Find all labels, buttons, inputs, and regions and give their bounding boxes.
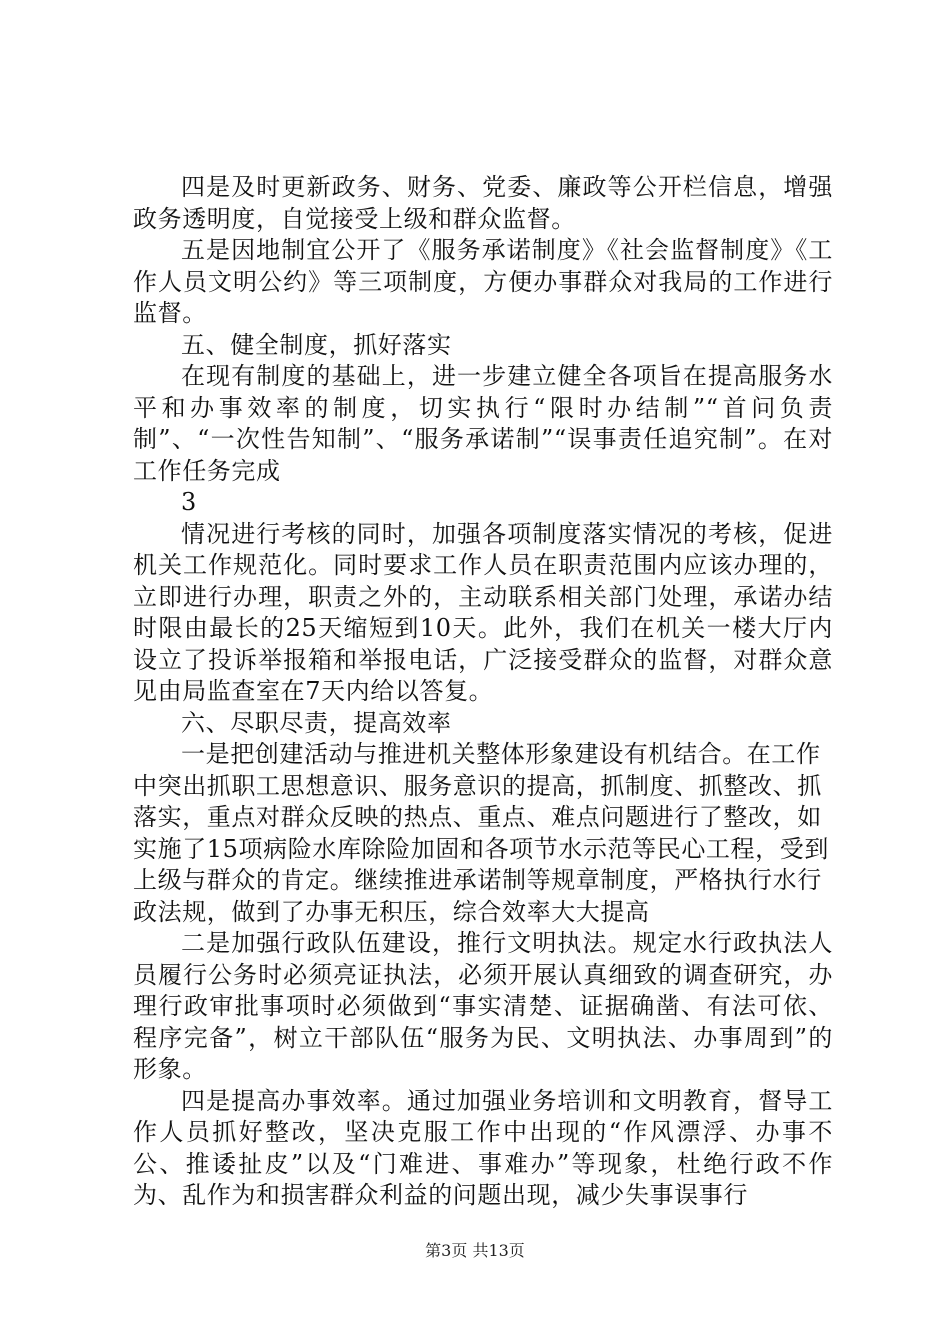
paragraph-image-building: 一是把创建活动与推进机关整体形象建设有机结合。在工作中突出抓职工思想意识、服务意识的提高，抓制度、抓整改、抓落实，重点对群众反映的热点、重点、难点问题进行了整改，如实施了15项病险水库除险加固和各项节水示范等民心工程，受到上级与群众的肯定。继续推进承诺制等规章制度，严格执行水行政法规，做到了办事无积压，综合效率大大提高: [133, 740, 829, 926]
page-footer: 第3页 共13页: [425, 1241, 525, 1260]
paragraph-efficiency: 四是提高办事效率。通过加强业务培训和文明教育，督导工作人员抓好整改，坚决克服工作中出现的“作风漂浮、办事不公、推诿扯皮”以及“门难进、事难办”等现象，杜绝行政不作为、乱作为和损害群众利益的问题出现，减少失事误事行: [133, 1086, 833, 1209]
section-heading-five: 五、健全制度，抓好落实: [181, 330, 452, 359]
document-body: [133, 172, 833, 1212]
paragraph-assessment: 情况进行考核的同时，加强各项制度落实情况的考核，促进机关工作规范化。同时要求工作人员在职责范围内应该办理的，立即进行办理，职责之外的，主动联系相关部门处理，承诺办结时限由最长的25天缩短到10天。此外，我们在机关一楼大厅内设立了投诉举报箱和举报电话，广泛接受群众的监督，对群众意见由局监查室在7天内给以答复。: [133, 519, 833, 705]
paragraph-system-building: 在现有制度的基础上，进一步建立健全各项旨在提高服务水平和办事效率的制度，切实执行“限时办结制”“首问负责制”、“一次性告知制”、“服务承诺制”“误事责任追究制”。在对工作任务完成: [133, 362, 833, 485]
paragraph-team-building: 二是加强行政队伍建设，推行文明执法。规定水行政执法人员履行公务时必须亮证执法，必须开展认真细致的调查研究，办理行政审批事项时必须做到“事实清楚、证据确凿、有法可依、程序完备”，树立干部队伍“服务为民、文明执法、办事周到”的形象。: [133, 929, 833, 1083]
paragraph-disclosure-update: 四是及时更新政务、财务、党委、廉政等公开栏信息，增强政务透明度，自觉接受上级和群众监督。: [133, 173, 833, 233]
paragraph-disclosure-systems: 五是因地制宜公开了《服务承诺制度》《社会监督制度》《工作人员文明公约》等三项制度，方便办事群众对我局的工作进行监督。: [133, 236, 833, 327]
section-heading-six: 六、尽职尽责，提高效率: [181, 708, 452, 737]
inline-page-number: 3: [181, 488, 197, 516]
